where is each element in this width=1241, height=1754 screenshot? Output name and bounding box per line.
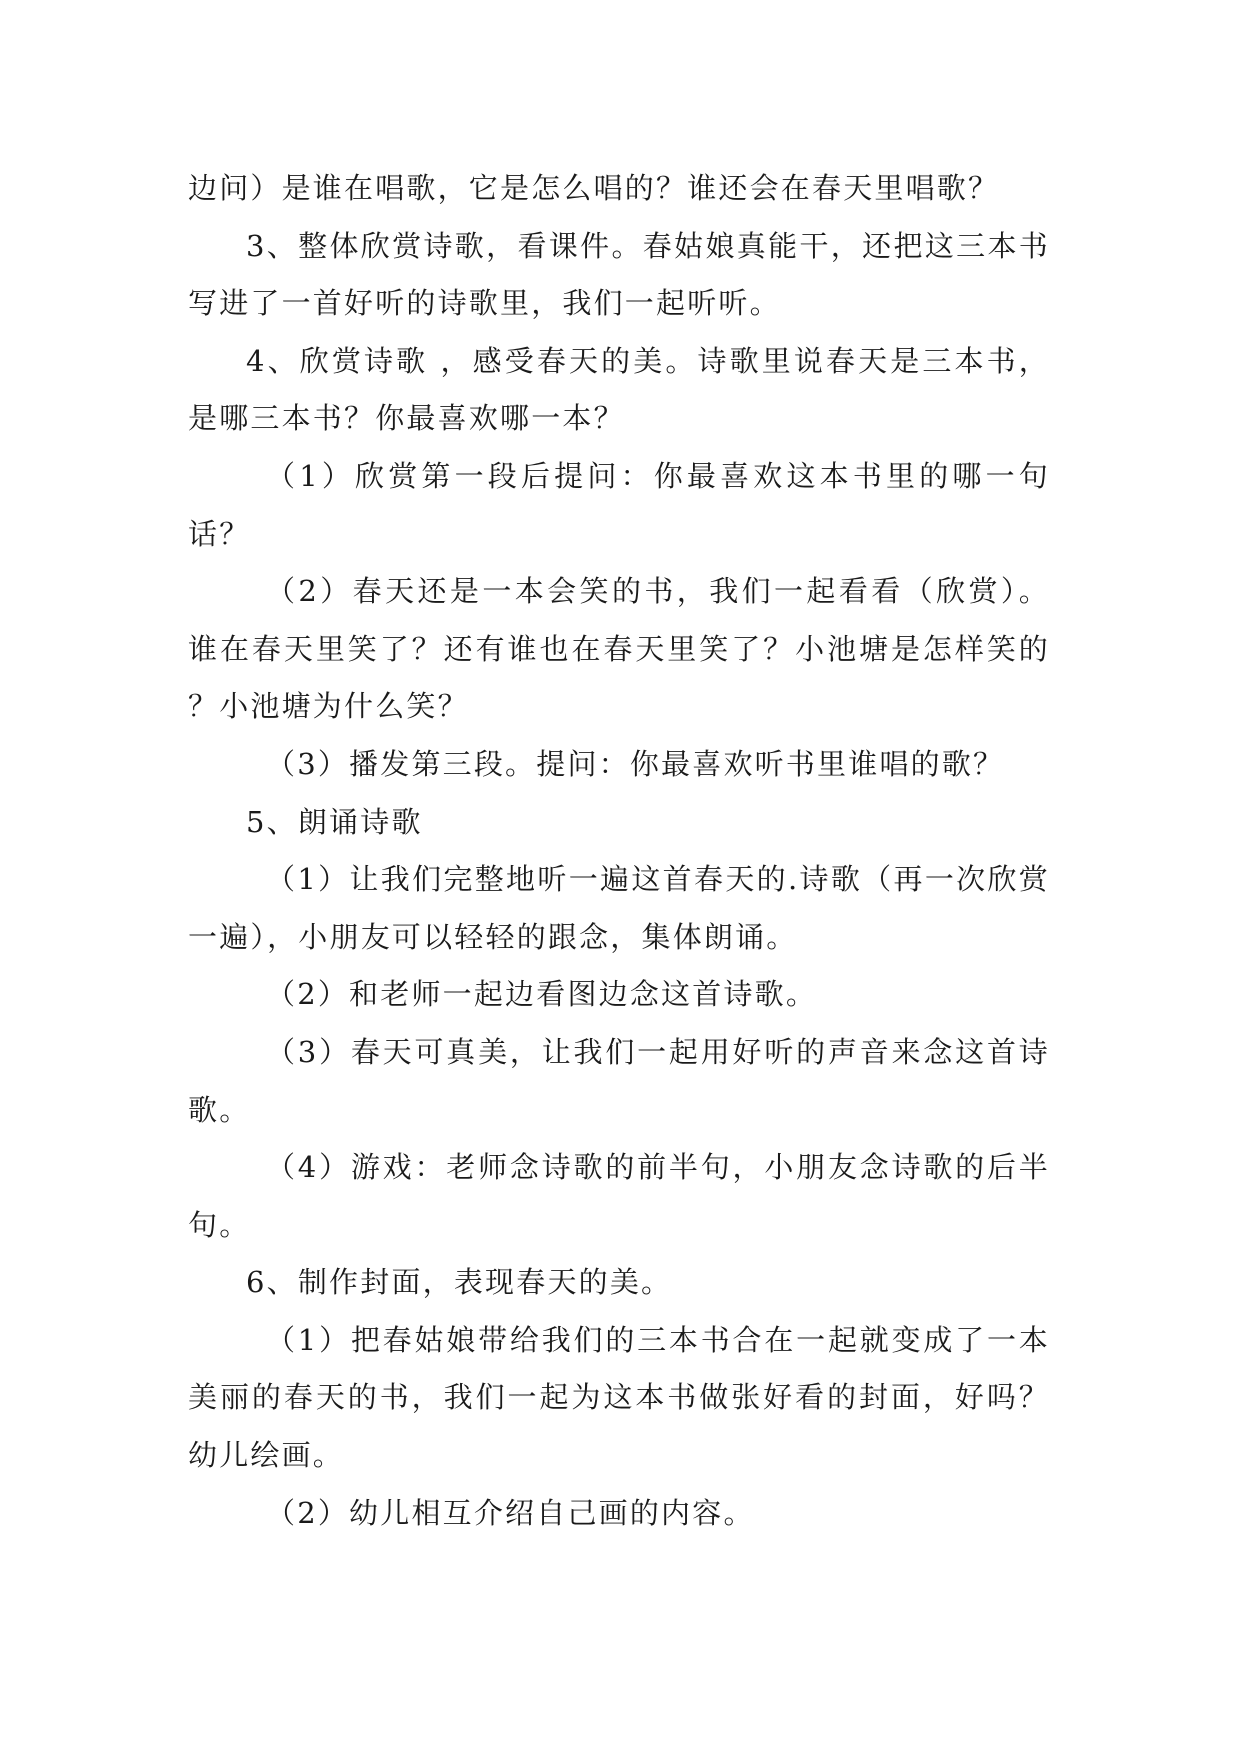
paragraph-step-5-4: （4）游戏：老师念诗歌的前半句，小朋友念诗歌的后半句。 — [188, 1150, 1050, 1242]
paragraph-step-5-3: （3）春天可真美，让我们一起用好听的声音来念这首诗歌。 — [188, 1034, 1050, 1127]
paragraph-step-5: 5、朗诵诗歌 — [246, 804, 423, 839]
paragraph-step-4: 4、欣赏诗歌 ，感受春天的美。诗歌里说春天是三本书，是哪三本书？你最喜欢哪一本？ — [188, 343, 1050, 436]
paragraph-step-5-2: （2）和老师一起边看图边念这首诗歌。 — [266, 977, 818, 1012]
paragraph-step-4-2: （2）春天还是一本会笑的书，我们一起看看（欣赏）。谁在春天里笑了？还有谁也在春天里笑了？小池塘是怎样笑的 ？小池塘为什么笑？ — [188, 574, 1050, 724]
paragraph-step-4-3: （3）播发第三段。提问：你最喜欢听书里谁唱的歌？ — [266, 746, 1005, 781]
document-body — [188, 160, 1050, 1542]
paragraph-step-6: 6、制作封面，表现春天的美。 — [246, 1265, 673, 1300]
paragraph-continuation: 边问）是谁在唱歌，它是怎么唱的？谁还会在春天里唱歌？ — [188, 171, 1000, 205]
paragraph-step-3: 3、整体欣赏诗歌，看课件。春姑娘真能干，还把这三本书写进了一首好听的诗歌里，我们一起听听。 — [188, 228, 1050, 321]
paragraph-step-6-2: （2）幼儿相互介绍自己画的内容。 — [266, 1495, 755, 1530]
paragraph-step-6-1: （1）把春姑娘带给我们的三本书合在一起就变成了一本美丽的春天的书，我们一起为这本书做张好看的封面，好吗？幼儿绘画。 — [188, 1322, 1050, 1473]
paragraph-step-4-1: （1）欣赏第一段后提问：你最喜欢这本书里的哪一句话？ — [188, 458, 1050, 551]
paragraph-step-5-1: （1）让我们完整地听一遍这首春天的.诗歌（再一次欣赏一遍），小朋友可以轻轻的跟念，集体朗诵。 — [188, 862, 1050, 954]
